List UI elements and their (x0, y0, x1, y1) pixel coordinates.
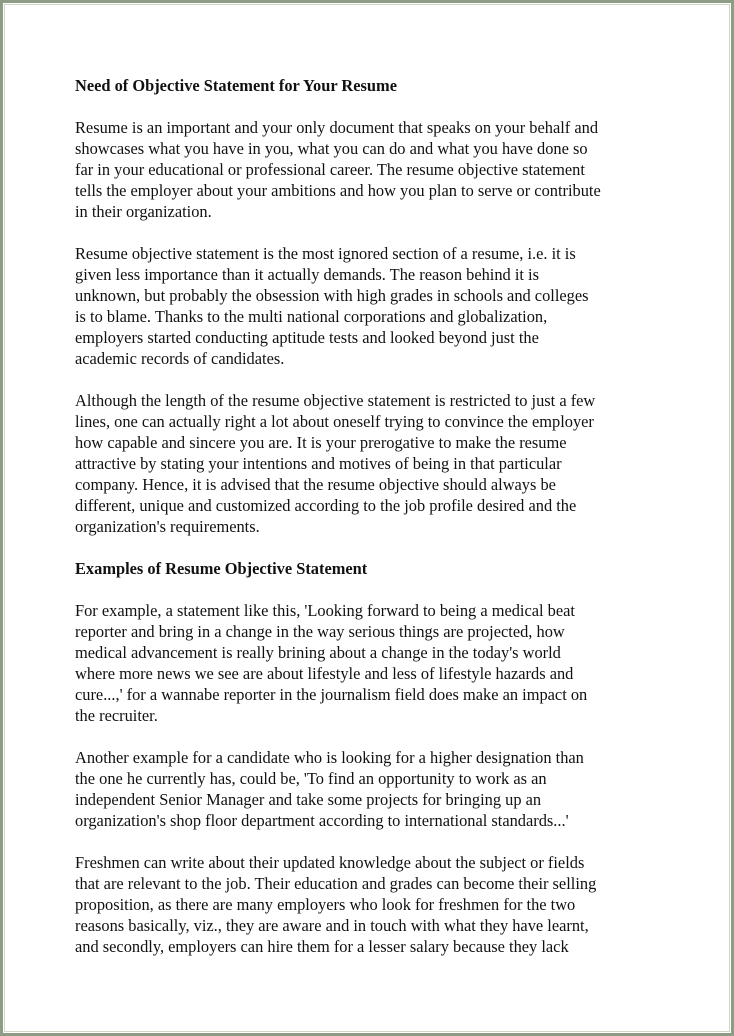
text-line: far in your educational or professional career. The resume objective statement (75, 160, 585, 179)
text-line: unknown, but probably the obsession with high grades in schools and colleges (75, 286, 589, 305)
text-line: Freshmen can write about their updated knowledge about the subject or fields (75, 853, 585, 872)
text-line: Resume is an important and your only document that speaks on your behalf and (75, 118, 599, 137)
paragraph-ignored-section (75, 243, 675, 369)
text-line: proposition, as there are many employers who look for freshmen for the two (75, 895, 576, 914)
heading-objective-statement: Need of Objective Statement for Your Resume (75, 76, 397, 95)
text-line: company. Hence, it is advised that the resume objective should always be (75, 475, 556, 494)
text-line: where more news we see are about lifestyle and less of lifestyle hazards and (75, 664, 574, 683)
text-line: Resume objective statement is the most ignored section of a resume, i.e. it is (75, 244, 576, 263)
text-line: medical advancement is really brining about a change in the today's world (75, 643, 561, 662)
paragraph-freshmen (75, 852, 675, 957)
text-line: reasons basically, viz., they are aware and in touch with what they have learnt, (75, 916, 589, 935)
text-line: attractive by stating your intentions and motives of being in that particular (75, 454, 562, 473)
text-line: different, unique and customized according to the job profile desired and the (75, 496, 577, 515)
text-line: For example, a statement like this, 'Looking forward to being a medical beat (75, 601, 575, 620)
document-body (75, 75, 675, 978)
text-line: the recruiter. (75, 706, 158, 725)
text-line: organization's shop floor department according to international standards...' (75, 811, 569, 830)
text-line: reporter and bring in a change in the way serious things are projected, how (75, 622, 565, 641)
paragraph-intro (75, 117, 675, 222)
text-line: and secondly, employers can hire them for a lesser salary because they lack (75, 937, 569, 956)
text-line: independent Senior Manager and take some projects for bringing up an (75, 790, 542, 809)
paragraph-example-manager (75, 747, 675, 831)
text-line: lines, one can actually right a lot about oneself trying to convince the employer (75, 412, 594, 431)
text-line: showcases what you have in you, what you can do and what you have done so (75, 139, 588, 158)
text-line: cure...,' for a wannabe reporter in the journalism field does make an impact on (75, 685, 588, 704)
text-line: that are relevant to the job. Their education and grades can become their selling (75, 874, 597, 893)
text-line: how capable and sincere you are. It is your prerogative to make the resume (75, 433, 567, 452)
text-line: in their organization. (75, 202, 212, 221)
heading-examples: Examples of Resume Objective Statement (75, 559, 368, 578)
paragraph-example-reporter (75, 600, 675, 726)
paragraph-length (75, 390, 675, 537)
text-line: tells the employer about your ambitions and how you plan to serve or contribute (75, 181, 601, 200)
text-line: is to blame. Thanks to the multi national corporations and globalization, (75, 307, 548, 326)
text-line: Another example for a candidate who is looking for a higher designation than (75, 748, 584, 767)
text-line: Although the length of the resume objective statement is restricted to just a few (75, 391, 596, 410)
text-line: given less importance than it actually demands. The reason behind it is (75, 265, 539, 284)
text-line: organization's requirements. (75, 517, 260, 536)
text-line: the one he currently has, could be, 'To find an opportunity to work as an (75, 769, 547, 788)
text-line: employers started conducting aptitude tests and looked beyond just the (75, 328, 539, 347)
text-line: academic records of candidates. (75, 349, 285, 368)
